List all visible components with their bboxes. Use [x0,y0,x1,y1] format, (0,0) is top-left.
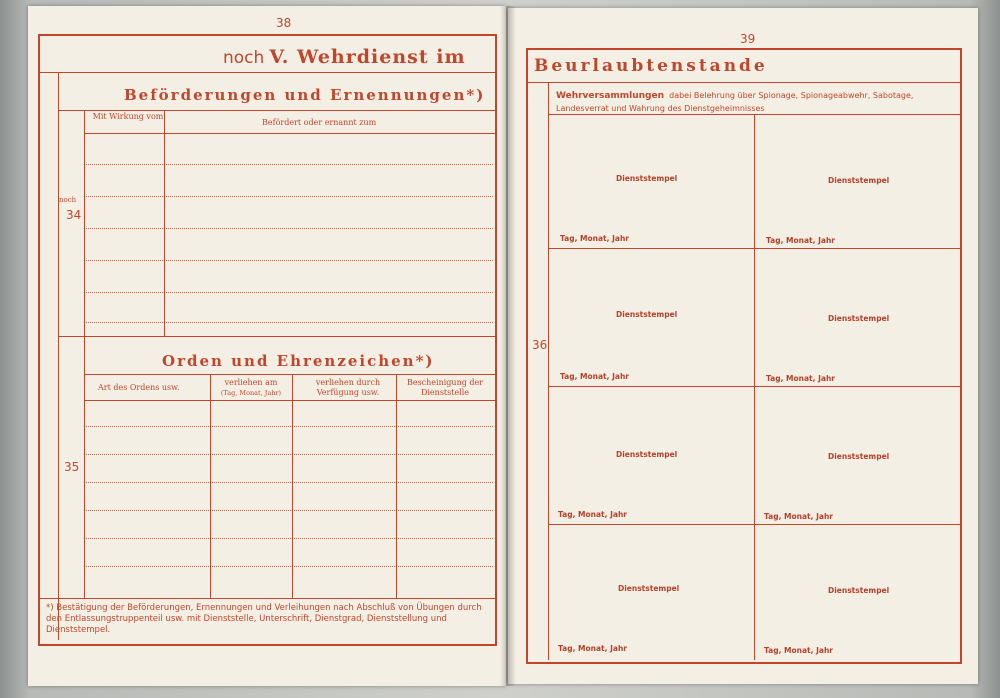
section-34-noch: noch [59,196,77,204]
cell-4-stamp: Dienststempel [828,314,890,323]
cell-3-stamp: Dienststempel [616,310,678,319]
footnote: *) Bestätigung der Beförderungen, Ernennungen und Verleihungen nach Abschluß von Übungen durch den Entlassungstruppenteil usw. mit Dienststelle, Unterschrift, Dienstgrad, Dienststellung und Dienststempel. [46,603,482,635]
cell-2-date: Tag, Monat, Jahr [766,236,835,245]
section-36-heading [556,88,956,114]
cell-7-stamp: Dienststempel [618,584,680,593]
right-page [508,8,978,684]
section-35-heading: Orden und Ehrenzeichen*) [162,352,435,370]
section-34-heading: Beförderungen und Ernennungen*) [124,86,486,104]
col-verliehen-am [210,378,292,398]
cell-2-stamp: Dienststempel [828,176,890,185]
col-befoerdert: Befördert oder ernannt zum [262,118,377,127]
right-title: Beurlaubtenstande [534,56,768,76]
col-verliehen-am-label: verliehen am [224,378,278,387]
cell-4-date: Tag, Monat, Jahr [766,374,835,383]
cell-6-date: Tag, Monat, Jahr [764,512,833,521]
title-main: V. Wehrdienst im [269,46,466,68]
cell-5-date: Tag, Monat, Jahr [558,510,627,519]
title-prefix: noch [223,48,265,68]
section-36-heading-rest: dabei Belehrung über Spionage, Spionageabwehr, Sabotage, Landesverrat und Wahrung des Dienstgeheimnisses [556,91,914,113]
cell-8-stamp: Dienststempel [828,586,890,595]
col-verliehen-durch: verliehen durch Verfügung usw. [315,378,381,397]
cell-5-stamp: Dienststempel [616,450,678,459]
section-35-number: 35 [64,460,80,474]
cell-8-date: Tag, Monat, Jahr [764,646,833,655]
cell-1-date: Tag, Monat, Jahr [560,234,629,243]
cell-3-date: Tag, Monat, Jahr [560,372,629,381]
right-frame [526,48,962,664]
col-bescheinigung: Bescheinigung der Dienststelle [406,378,484,397]
left-page [28,6,506,686]
page-number-left: 38 [276,16,292,30]
cell-7-date: Tag, Monat, Jahr [558,644,627,653]
col-art-des-ordens: Art des Ordens usw. [98,383,180,392]
section-36-number: 36 [532,338,548,352]
cell-1-stamp: Dienststempel [616,174,678,183]
cell-6-stamp: Dienststempel [828,452,890,461]
page-number-right: 39 [740,32,756,46]
left-title [223,46,466,68]
section-36-heading-bold: Wehrversammlungen [556,91,665,101]
book-gutter [500,6,516,686]
col-mit-wirkung: Mit Wirkung vom [92,112,164,121]
col-verliehen-am-sub: (Tag, Monat, Jahr) [220,389,282,397]
section-34-number: 34 [66,208,82,222]
